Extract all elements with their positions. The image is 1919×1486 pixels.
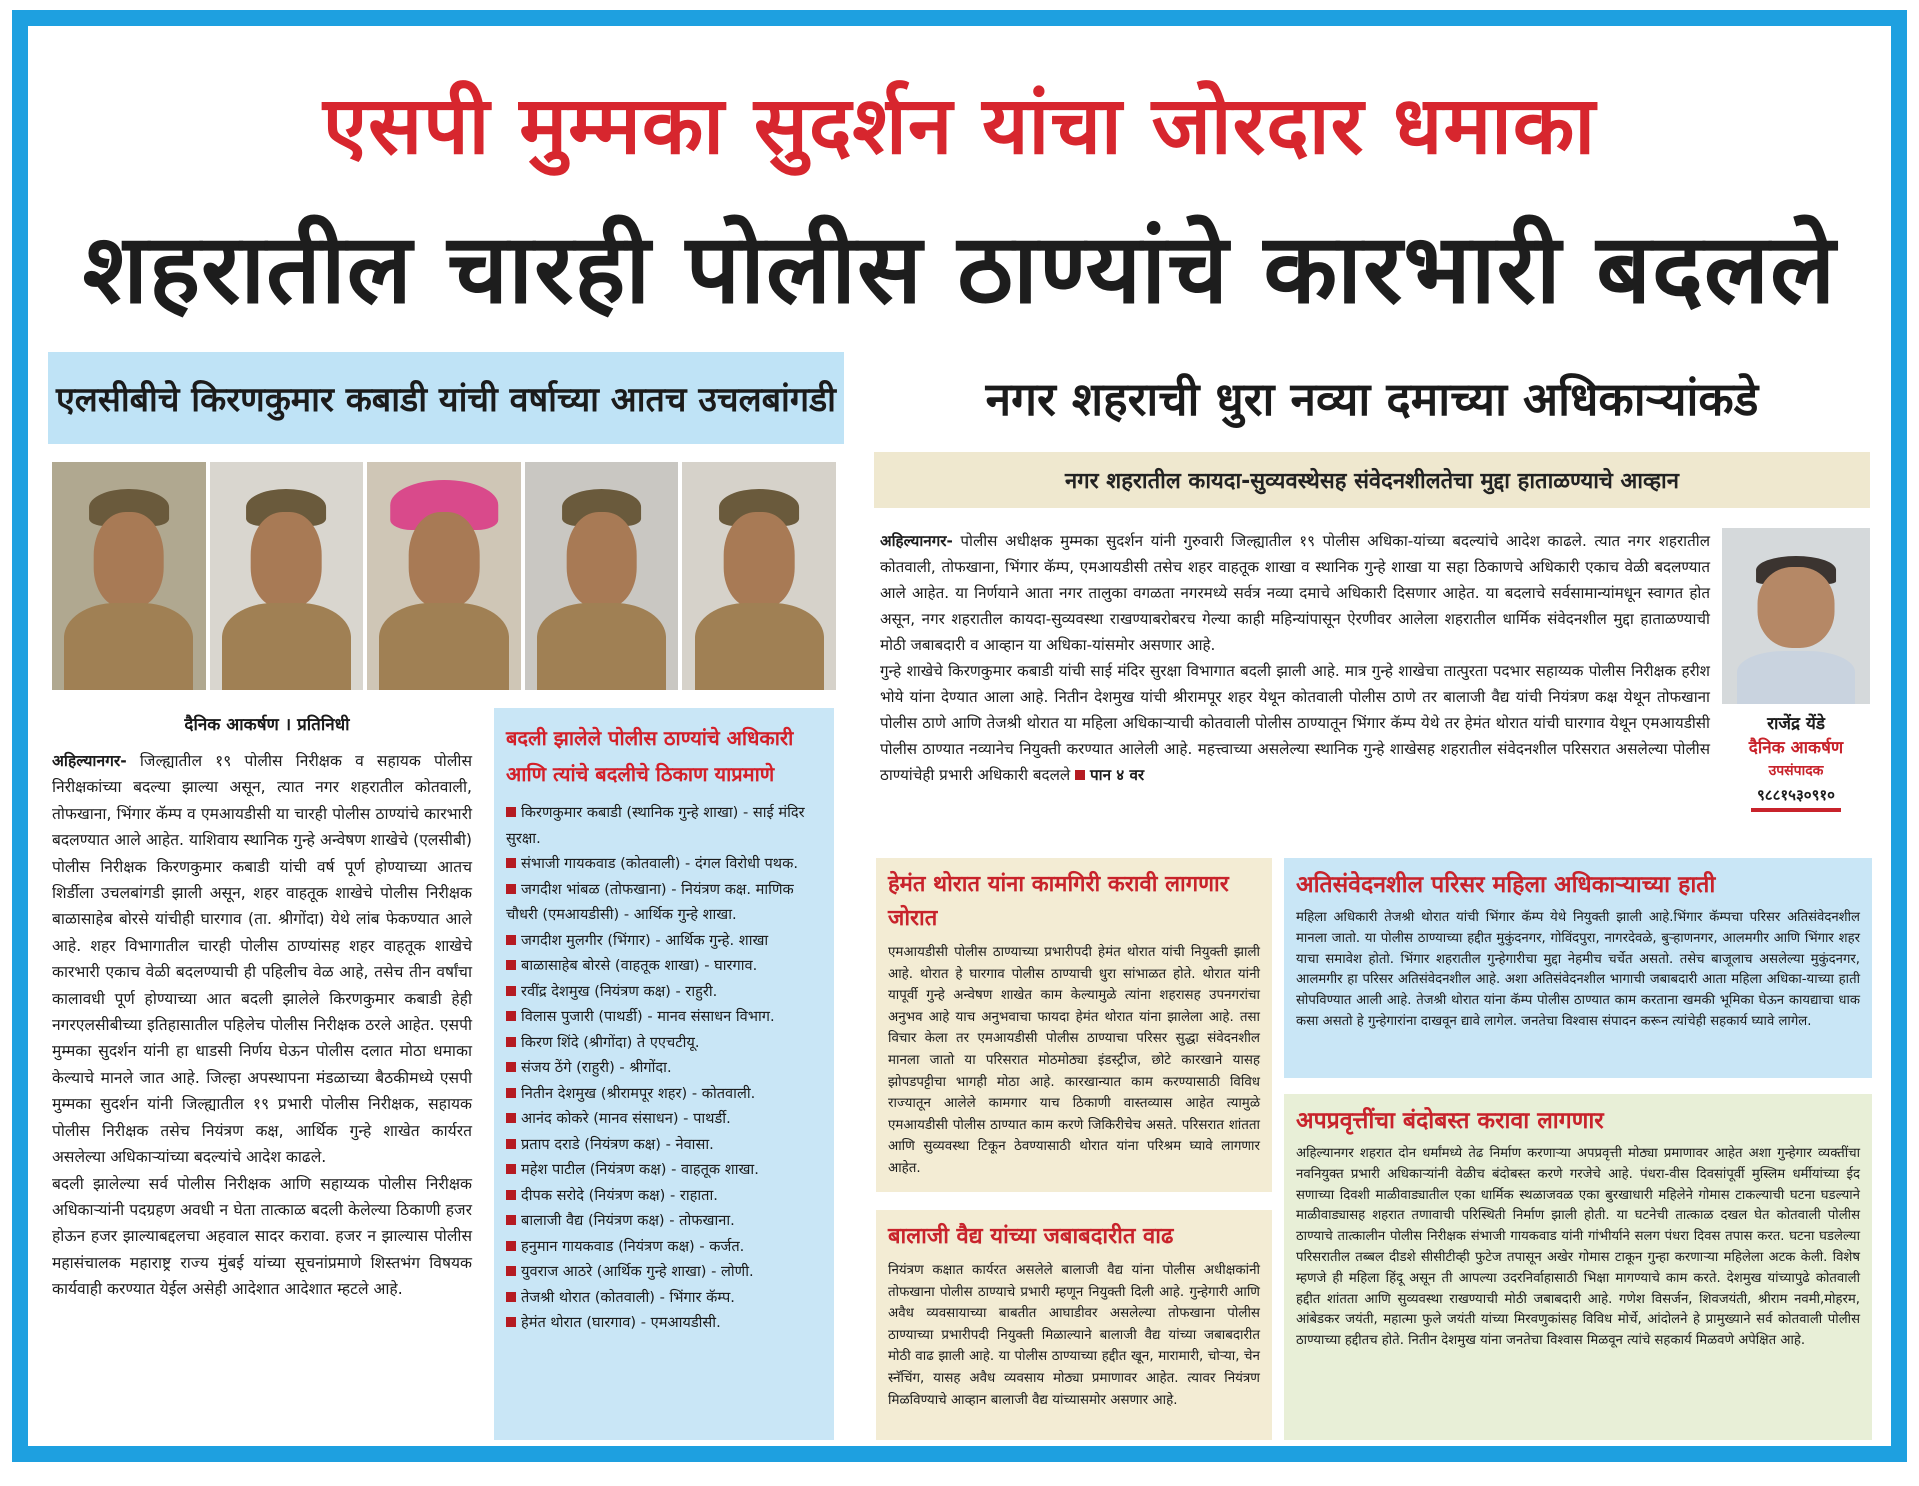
officer-photo <box>367 462 521 690</box>
story-paragraph: गुन्हे शाखेचे किरणकुमार कबाडी यांची साई मंदिर सुरक्षा विभागात बदली झाली आहे. मात्र गुन्हे शाखेचा तात्पुरता पदभार सहाय्यक पोलीस निरीक्षक हरीश भोये यांना देण्यात आला आहे. नितीन देशमुख यांची श्रीरामपूर शहर येथून कोतवाली पोलीस ठाणे तर बालाजी वैद्य यांची नियंत्रण कक्ष येथून तोफखाना पोलीस ठाणे आणि तेजश्री थोरात या महिला अधिकाऱ्याची कोतवाली पोलीस ठाण्यातून भिंगार कॅम्प येथे तर हेमंत थोरात यांची घारगाव येथून एमआयडीसी पोलीस ठाण्यात नव्यानेच नियुक्ती करण्यात आलेली आहे. महत्त्वाच्या असलेल्या स्थानिक गुन्हे शाखेसह शहरातील संवेदनशील परिसरात असलेल्या पोलीस ठाण्यांचेही प्रभारी अधिकारी बदलले <box>880 662 1710 784</box>
box-title: बालाजी वैद्य यांच्या जबाबदारीत वाढ <box>888 1224 1174 1249</box>
left-column-story <box>52 748 472 1303</box>
story-paragraph: जिल्ह्यातील १९ पोलीस निरीक्षक व सहायक पोलीस निरीक्षकांच्या बदल्या झाल्या असून, त्यात नगर शहरातील कोतवाली, तोफखाना, भिंगार कॅम्प व एमआयडीसी या चारही पोलीस ठाण्यांचे कारभारी बदलण्यात आले आहेत. याशिवाय स्थानिक गुन्हे अन्वेषण शाखेचे (एलसीबी) पोलीस निरीक्षक किरणकुमार कबाडी यांची वर्ष पूर्ण होण्याच्या आतच शिर्डीला उचलबांगडी झाली असून, शहर वाहतूक शाखेचे पोलीस निरीक्षक बाळासाहेब बोरसे यांचीही घारगाव (ता. श्रीगोंदा) येथे लांब फेकण्यात आले आहे. शहर विभागातील चारही पोलीस ठाण्यांसह शहर वाहतूक शाखेचे कारभारी एकाच वेळी बदलण्याची ही पहिलीच वेळ आहे, तसेच तीन वर्षांचा कालावधी पूर्ण होण्याच्या आत बदली झालेले किरणकुमार कबाडी हेही नगरएलसीबीच्या इतिहासातील पहिलेच पोलीस निरीक्षक ठरले आहेत. एसपी मुम्मका सुदर्शन यांनी हा धाडसी निर्णय घेऊन पोलीस दलात मोठा धमाका केल्याचे मानले जात आहे. जिल्हा अपस्थापना मंडळाच्या बैठकीमध्ये एसपी मुम्मका सुदर्शन यांनी जिल्ह्यातील १९ प्रभारी पोलीस निरीक्षक, सहायक पोलीस निरीक्षक तसेच नियंत्रण कक्ष, आर्थिक गुन्हे शाखेत कार्यरत असलेल्या अधिकाऱ्यांच्या बदल्यांचे आदेश काढले. <box>52 752 472 1167</box>
list-item: हेमंत थोरात (घारगाव) - एमआयडीसी. <box>506 1310 822 1336</box>
list-item: तेजश्री थोरात (कोतवाली) - भिंगार कॅम्प. <box>506 1285 822 1311</box>
list-item: प्रताप दराडे (नियंत्रण कक्ष) - नेवासा. <box>506 1132 822 1158</box>
list-item: रवींद्र देशमुख (नियंत्रण कक्ष) - राहुरी. <box>506 979 822 1005</box>
box-body: एमआयडीसी पोलीस ठाण्याच्या प्रभारीपदी हेमंत थोरात यांची नियुक्ती झाली आहे. थोरात हे घारगाव पोलीस ठाण्याची धुरा सांभाळत होते. थोरात यांनी यापूर्वी गुन्हे अन्वेषण शाखेत काम केल्यामुळे त्यांना शहरासह उपनगरांचा अनुभव आहे याच अनुभवाचा फायदा हेमंत थोरात यांना झालेला आहे. तसा विचार केला तर एमआयडीसी पोलीस ठाण्याचा परिसर सुद्धा संवेदनशील मानला जातो या परिसरात मोठमोठ्या इंडस्ट्रीज, छोटे कारखाने यासह झोपडपट्टीचा भागही मोठा आहे. कारखान्यात काम करण्यासाठी विविध राज्यातून आलेले कामगार याच ठिकाणी वास्तव्यास आहेत त्यामुळे एमआयडीसी पोलीस ठाण्यात काम करणे जिकिरीचेच असते. परिसरात शांतता आणि सुव्यवस्था टिकून ठेवण्यासाठी थोरात यांना परिश्रम घ्यावे लागणार आहेत. <box>888 945 1260 1176</box>
list-item: किरणकुमार कबाडी (स्थानिक गुन्हे शाखा) - साई मंदिर सुरक्षा. <box>506 804 805 847</box>
list-item: हनुमान गायकवाड (नियंत्रण कक्ष) - कर्जत. <box>506 1234 822 1260</box>
continued-link[interactable]: पान ४ वर <box>1090 766 1145 784</box>
list-item: विलास पुजारी (पाथर्डी) - मानव संसाधन विभाग. <box>506 1004 822 1030</box>
main-story <box>880 528 1710 788</box>
box-title: अपप्रवृत्तींचा बंदोबस्त करावा लागणार <box>1296 1108 1604 1134</box>
box-body: नियंत्रण कक्षात कार्यरत असलेले बालाजी वैद्य यांना पोलीस अधीक्षकांनी तोफखाना पोलीस ठाण्याचे प्रभारी म्हणून नियुक्ती दिली आहे. गुन्हेगारी आणि अवैध व्यवसायाच्या बाबतीत आघाडीवर असलेल्या तोफखाना पोलीस ठाण्याच्या प्रभारीपदी नियुक्ती मिळाल्याने बालाजी वैद्य यांच्या जबाबदारीत मोठी वाढ झाली आहे. या पोलीस ठाण्याच्या हद्दीत खून, मारामारी, चोऱ्या, चेन स्नॅचिंग, यासह अवैध व्यवसाय मोठ्या प्रमाणावर आहेत. त्यावर नियंत्रण मिळविण्याचे आव्हान बालाजी वैद्य यांच्यासमोर असणार आहे. <box>888 1263 1260 1408</box>
list-item: महेश पाटील (नियंत्रण कक्ष) - वाहतूक शाखा. <box>506 1157 822 1183</box>
reporter-name: राजेंद्र येंडे <box>1767 714 1825 734</box>
list-item: आनंद कोकरे (मानव संसाधन) - पाथर्डी. <box>506 1106 822 1132</box>
list-item: संभाजी गायकवाड (कोतवाली) - दंगल विरोधी पथक. <box>506 851 822 877</box>
reporter-phone: ९८८१५३०९१० <box>1751 782 1841 812</box>
officer-photo <box>210 462 364 690</box>
tagline-banner: नगर शहरातील कायदा-सुव्यवस्थेसह संवेदनशीलतेचा मुद्दा हाताळण्याचे आव्हान <box>874 452 1870 508</box>
right-subheadline: नगर शहराची धुरा नव्या दमाच्या अधिकाऱ्यांकडे <box>985 372 1759 426</box>
transfer-list-box <box>494 708 834 1440</box>
reporter-credit <box>1722 712 1870 812</box>
reporter-photo <box>1722 528 1870 704</box>
officer-photo <box>525 462 679 690</box>
main-headline: शहरातील चारही पोलीस ठाण्यांचे कारभारी बदलले <box>82 213 1837 325</box>
kicker-headline: एसपी मुम्मका सुदर्शन यांचा जोरदार धमाका <box>322 79 1597 172</box>
reporter-paper: दैनिक आकर्षण <box>1748 738 1844 758</box>
box-title: अतिसंवेदनशील परिसर महिला अधिकाऱ्याच्या हाती <box>1296 872 1716 898</box>
officer-photos <box>52 462 836 690</box>
left-subheadline: एलसीबीचे किरणकुमार कबाडी यांची वर्षाच्या आतच उचलबांगडी <box>48 352 844 444</box>
transfer-list <box>506 800 822 1336</box>
byline: दैनिक आकर्षण । प्रतिनिधी <box>184 715 350 735</box>
box-balaji-vaidya <box>876 1210 1272 1440</box>
story-paragraph: पोलीस अधीक्षक मुम्मका सुदर्शन यांनी गुरुवारी जिल्ह्यातील १९ पोलीस अधिका-यांच्या बदल्यांचे आदेश काढले. त्यात नगर शहरातील कोतवाली, तोफखाना, भिंगार कॅम्प, एमआयडीसी तसेच शहर वाहतूक शाखा व स्थानिक गुन्हे शाखा या सहा ठिकाणचे अधिकारी एकाच वेळी बदलण्यात आले आहेत. या निर्णयाने आता नगर तालुका वगळता नगरमध्ये सर्वत्र नव्या दमाचे अधिकारी दिसणार आहेत. या बदलाचे सर्वसामान्यांमधून स्वागत होत असून, नगर शहरातील कायदा-सुव्यवस्था राखण्याबरोबरच गेल्या काही महिन्यांपासून ऐरणीवर आलेला शहरातील धार्मिक संवेदनशील मुद्दा हाताळण्याची मोठी जबाबदारी व आव्हान या अधिका-यांसमोर असणार आहे. <box>880 532 1710 654</box>
reporter-role: उपसंपादक <box>1768 763 1824 779</box>
list-item: संजय ठेंगे (राहुरी) - श्रीगोंदा. <box>506 1055 822 1081</box>
dateline: अहिल्यानगर- <box>52 752 127 770</box>
box-antisocial <box>1284 1094 1872 1440</box>
box-body: अहिल्यानगर शहरात दोन धर्मांमध्ये तेढ निर्माण करणाऱ्या अपप्रवृत्ती मोठ्या प्रमाणावर आहेत अशा गुन्हेगार व्यक्तींचा नवनियुक्त प्रभारी अधिकाऱ्यांनी वेळीच बंदोबस्त करणे गरजेचे आहे. पंधरा-वीस दिवसांपूर्वी मुस्लिम धर्मीयांच्या ईद सणाच्या दिवशी माळीवाड्यातील एका धार्मिक स्थळाजवळ एका बुरखाधारी महिलेने गोमास टाकल्याची घटना घडल्याने माळीवाड्यासह शहरात तणावाची परिस्थिती निर्माण झाली होती. या घटनेची तात्काळ दखल घेत कोतवाली पोलीस ठाण्याचे तात्कालीन पोलीस निरीक्षक संभाजी गायकवाड यांनी गांभीर्याने सलग पंधरा दिवस तपास करत. घटना घडलेल्या परिसरातील तब्बल दीडशे सीसीटीव्ही फुटेज तपासून अखेर गोमास टाकून गुन्हा करणाऱ्या महिलेला अटक केली. विशेष म्हणजे ही महिला हिंदू असून ती आपल्या उदरनिर्वाहासाठी भिक्षा मागण्याचे काम करते. देशमुख यांच्यापुढे कोतवाली हद्दीत शांतता आणि सुव्यवस्था राखण्याची मोठी जबाबदारी आहे. गणेश विसर्जन, शिवजयंती, श्रीराम नवमी,मोहरम, आंबेडकर जयंती, महात्मा फुले जयंती यांच्या मिरवणुकांसह विविध मोर्चे, आंदोलने हे प्रामुख्याने सर्व कोतवाली पोलीस ठाण्याच्या हद्दीतच होते. नितीन देशमुख यांना जनतेचा विश्वास मिळवून त्यांचे सहकार्य मिळवणे अपेक्षित आहे. <box>1296 1146 1860 1349</box>
officer-photo <box>682 462 836 690</box>
box-women-officer <box>1284 858 1872 1078</box>
list-item: नितीन देशमुख (श्रीरामपूर शहर) - कोतवाली. <box>506 1081 822 1107</box>
story-paragraph: बदली झालेल्या सर्व पोलीस निरीक्षक आणि सहाय्यक पोलीस निरीक्षक अधिकाऱ्यांनी पदग्रहण अवधी न घेता तात्काळ बदली केलेल्या ठिकाणी हजर होऊन हजर झाल्याबद्दलचा अहवाल सादर करावा. हजर न झाल्यास पोलीस महासंचालक महाराष्ट्र राज्य मुंबई यांच्या सूचनांप्रमाणे शिस्तभंग विषयक कार्यवाही करण्यात येईल असेही आदेशात आदेशात म्हटले आहे. <box>52 1174 472 1299</box>
list-item: दीपक सरोदे (नियंत्रण कक्ष) - राहाता. <box>506 1183 822 1209</box>
transfer-list-title: बदली झालेले पोलीस ठाण्यांचे अधिकारी आणि त्यांचे बदलीचे ठिकाण याप्रमाणे <box>506 726 794 786</box>
list-item: बाळासाहेब बोरसे (वाहतूक शाखा) - घारगाव. <box>506 953 822 979</box>
list-item: बालाजी वैद्य (नियंत्रण कक्ष) - तोफखाना. <box>506 1208 822 1234</box>
list-item: जगदीश भांबळ (तोफखाना) - नियंत्रण कक्ष. माणिक चौधरी (एमआयडीसी) - आर्थिक गुन्हे शाखा. <box>506 880 794 923</box>
officer-photo <box>52 462 206 690</box>
list-item: युवराज आठरे (आर्थिक गुन्हे शाखा) - लोणी. <box>506 1259 822 1285</box>
list-item: जगदीश मुलगीर (भिंगार) - आर्थिक गुन्हे. शाखा <box>506 928 822 954</box>
dateline: अहिल्यानगर- <box>880 532 953 550</box>
list-item: किरण शिंदे (श्रीगोंदा) ते एएचटीयू. <box>506 1030 822 1056</box>
box-body: महिला अधिकारी तेजश्री थोरात यांची भिंगार कॅम्प येथे नियुक्ती झाली आहे.भिंगार कॅम्पचा परिसर अतिसंवेदनशील मानला जातो. या पोलीस ठाण्याच्या हद्दीत मुकुंदनगर, गोविंदपुरा, नागरदेवळे, बुऱ्हाणनगर, आलमगीर आणि भिंगार शहर याचा समावेश होतो. भिंगार शहरातील गुन्हेगारीचा मुद्दा नेहमीच चर्चेत असतो. तसेच बाजूलाच असलेल्या मुकुंदनगर, आलमगीर हा परिसर अतिसंवेदनशील आहे. अशा अतिसंवेदनशील भागाची जबाबदारी आता महिला अधिका-याच्या हाती सोपविण्यात आली आहे. तेजश्री थोरात यांना कॅम्प पोलीस ठाण्यात काम करताना खमकी भूमिका घेऊन कायद्याचा धाक कसा असतो हे गुन्हेगारांना दाखवून द्यावे लागेल. जनतेचा विश्वास संपादन करून त्यांचेही सहकार्य घ्यावे लागेल. <box>1296 910 1860 1029</box>
box-hemant-thorat <box>876 858 1272 1192</box>
box-title: हेमंत थोरात यांना कामगिरी करावी लागणार जोरात <box>888 872 1229 931</box>
